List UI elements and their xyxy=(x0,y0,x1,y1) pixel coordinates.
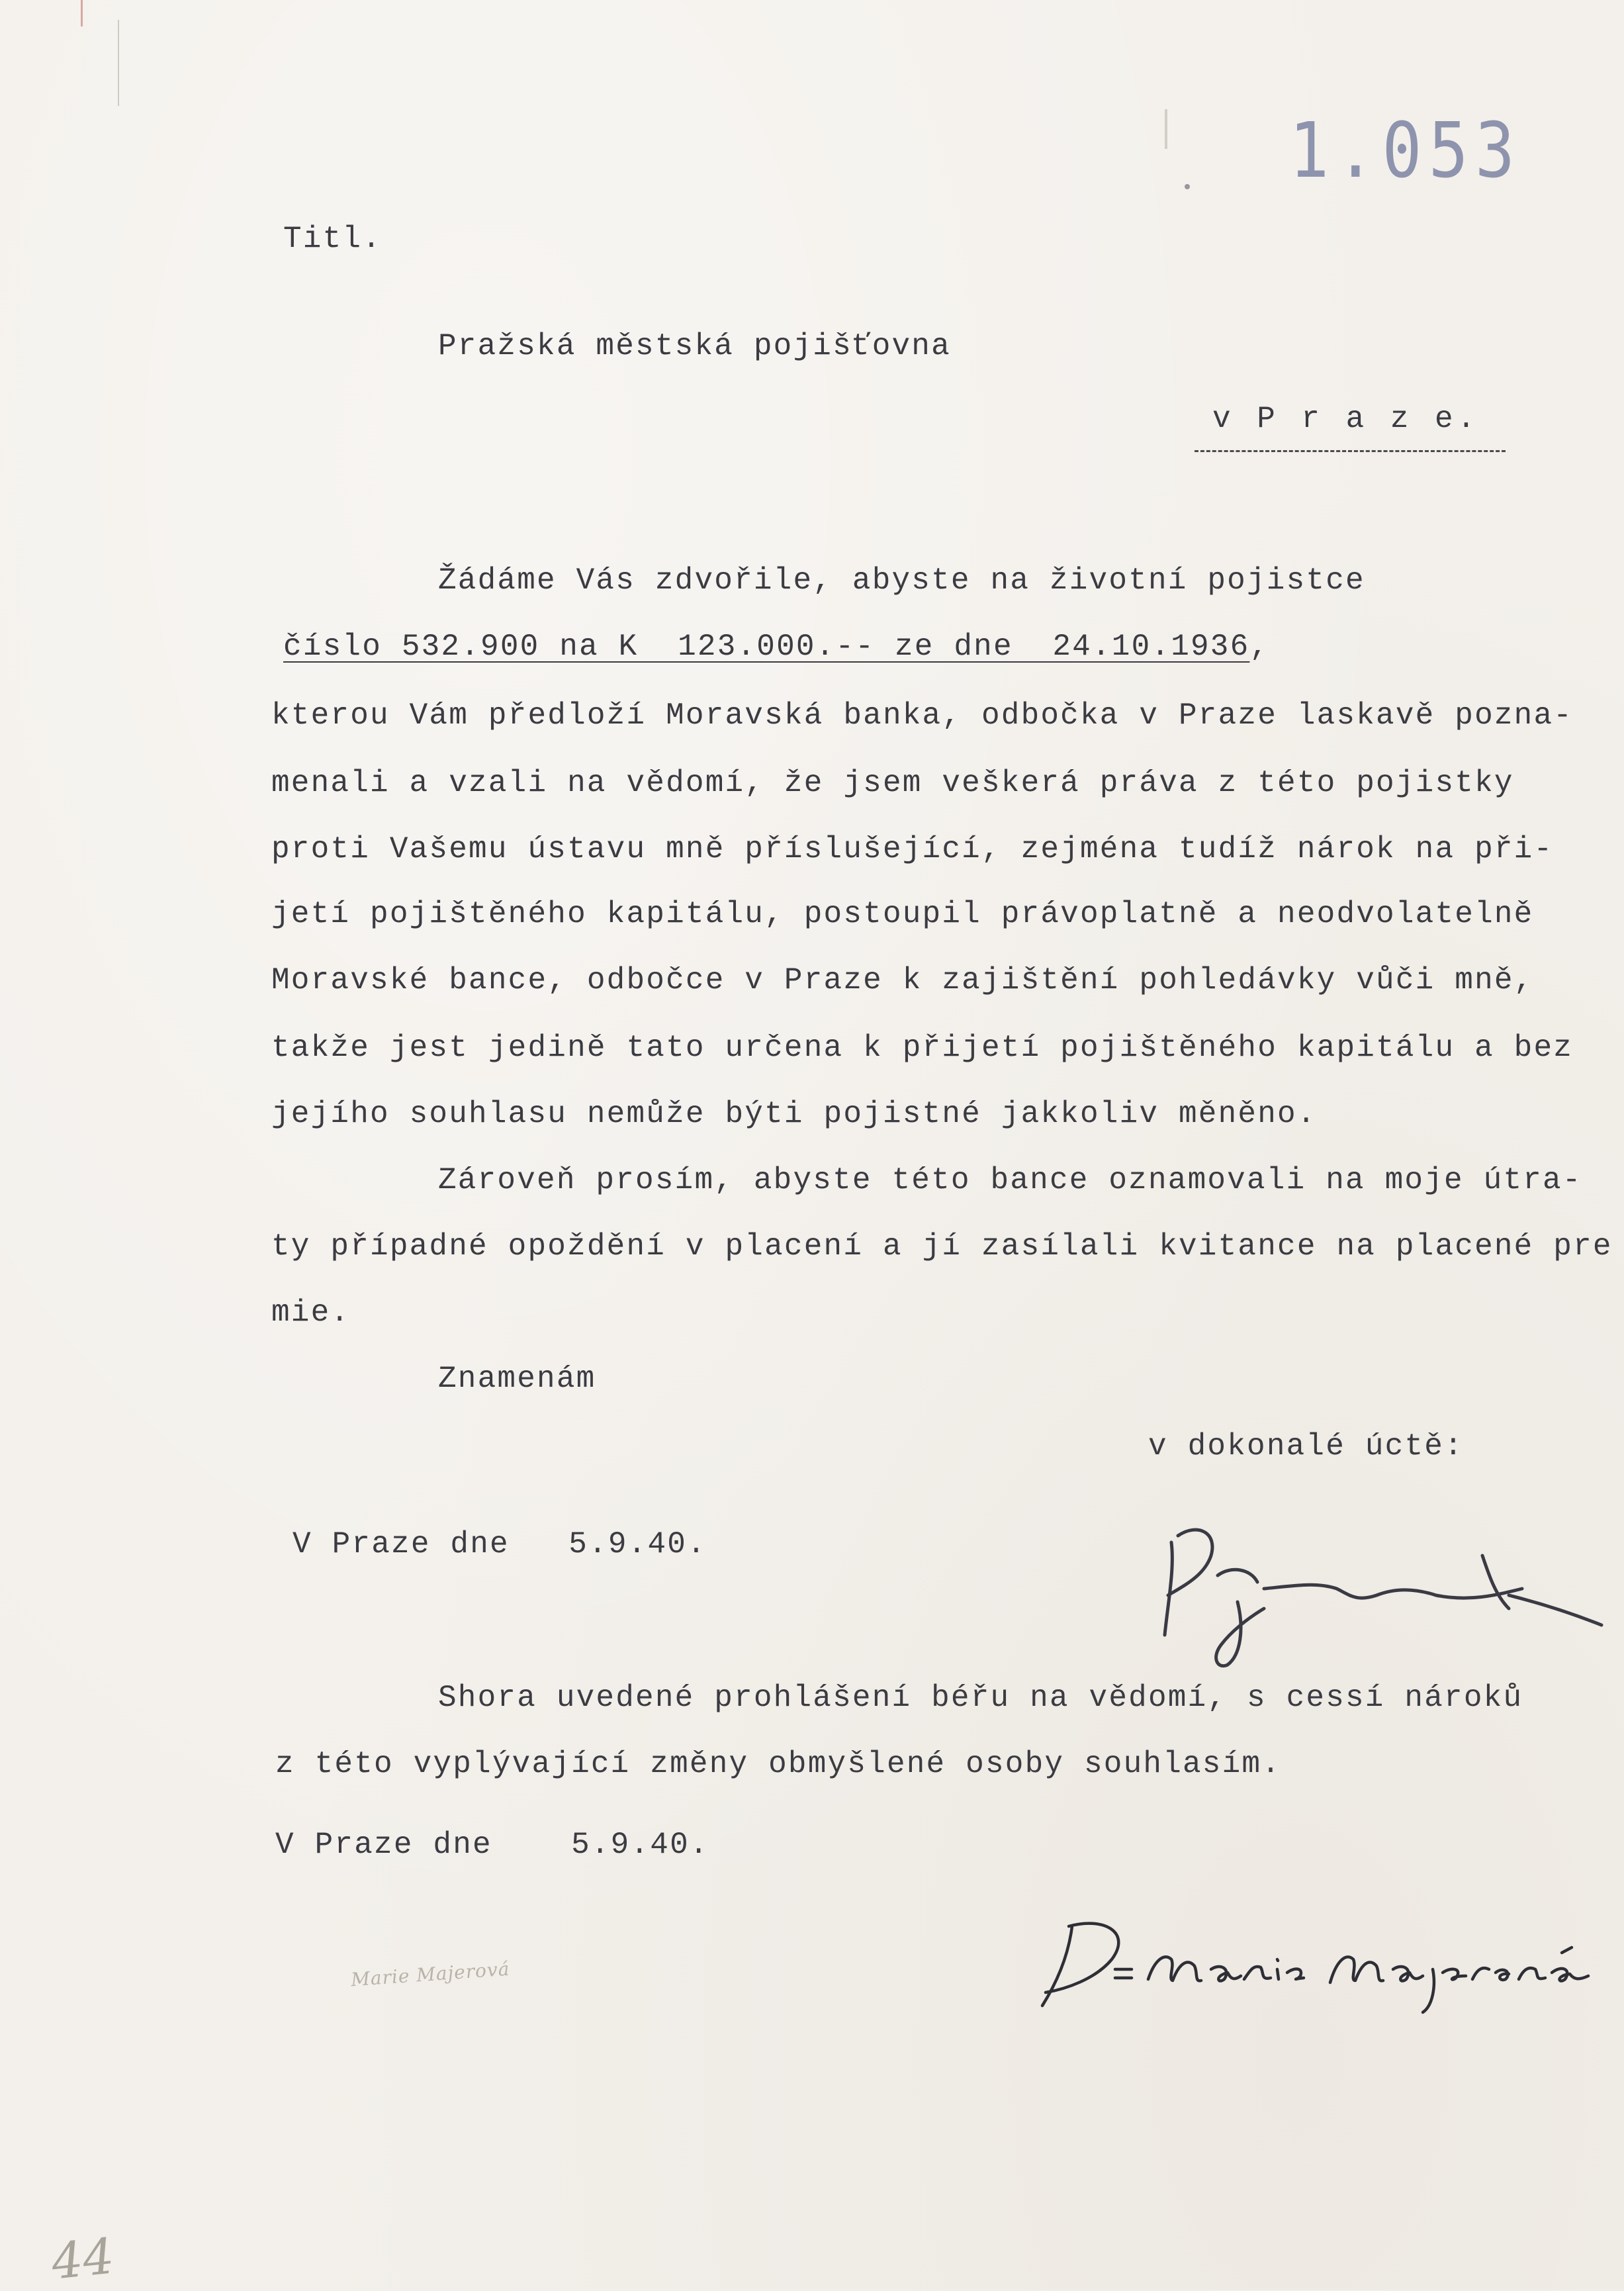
date-2: V Praze dne 5.9.40. xyxy=(275,1828,709,1862)
signature-2 xyxy=(1032,1906,1624,2019)
salutation: Titl. xyxy=(283,222,383,256)
body-line-8: takže jest jedině tato určena k přijetí pojištěného kapitálu a bez xyxy=(271,1031,1574,1065)
margin-mark-top-left xyxy=(81,0,83,26)
consent-line-2: z této vyplývající změny obmyšlené osoby souhlasím. xyxy=(275,1747,1282,1781)
consent-line-1: Shora uvedené prohlášení béřu na vědomí, s cessí nároků xyxy=(438,1681,1523,1715)
body-line-3: kterou Vám předloží Moravská banka, odbočka v Praze laskavě pozna- xyxy=(271,698,1574,733)
policy-reference xyxy=(283,631,1269,662)
closing-intro: Znamenám xyxy=(438,1362,596,1396)
document-number-stamp: 1.053 xyxy=(1289,106,1522,195)
corner-pencil-mark: 44 xyxy=(48,2227,117,2291)
signature-1 xyxy=(1138,1496,1615,1675)
body-line-5: proti Vašemu ústavu mně příslušející, zejména tudíž nárok na při- xyxy=(271,832,1554,866)
body-line-11: ty případné opoždění v placení a jí zasílali kvitance na placené pre xyxy=(271,1229,1613,1264)
address-underline xyxy=(1195,450,1506,452)
body-line-6: jetí pojištěného kapitálu, postoupil právoplatně a neodvolatelně xyxy=(271,897,1534,931)
body-line-12: mie. xyxy=(271,1295,351,1330)
margin-dot xyxy=(1185,184,1190,189)
policy-reference-comma: , xyxy=(1249,630,1270,664)
policy-reference-underlined: číslo 532.900 na K 123.000.-- ze dne 24.10.1936 xyxy=(283,630,1250,664)
pencil-note: Marie Majerová xyxy=(350,1957,511,1991)
margin-mark-top-left-2 xyxy=(118,20,119,106)
closing-phrase: v dokonalé úctě: xyxy=(1148,1429,1464,1464)
body-line-1: Žádáme Vás zdvořile, abyste na životní pojistce xyxy=(438,563,1365,598)
date-1: V Praze dne 5.9.40. xyxy=(293,1527,707,1562)
addressee-city: v P r a z e. xyxy=(1212,402,1480,436)
body-line-9: jejího souhlasu nemůže býti pojistné jakkoliv měněno. xyxy=(271,1097,1317,1131)
body-line-7: Moravské bance, odbočce v Praze k zajištění pohledávky vůči mně, xyxy=(271,963,1534,998)
body-line-10: Zároveň prosím, abyste této bance oznamovali na moje útra- xyxy=(438,1163,1582,1197)
addressee-name: Pražská městská pojišťovna xyxy=(438,329,951,363)
body-line-4: menali a vzali na vědomí, že jsem veškerá práva z této pojistky xyxy=(271,766,1514,800)
margin-mark-top xyxy=(1165,109,1167,149)
